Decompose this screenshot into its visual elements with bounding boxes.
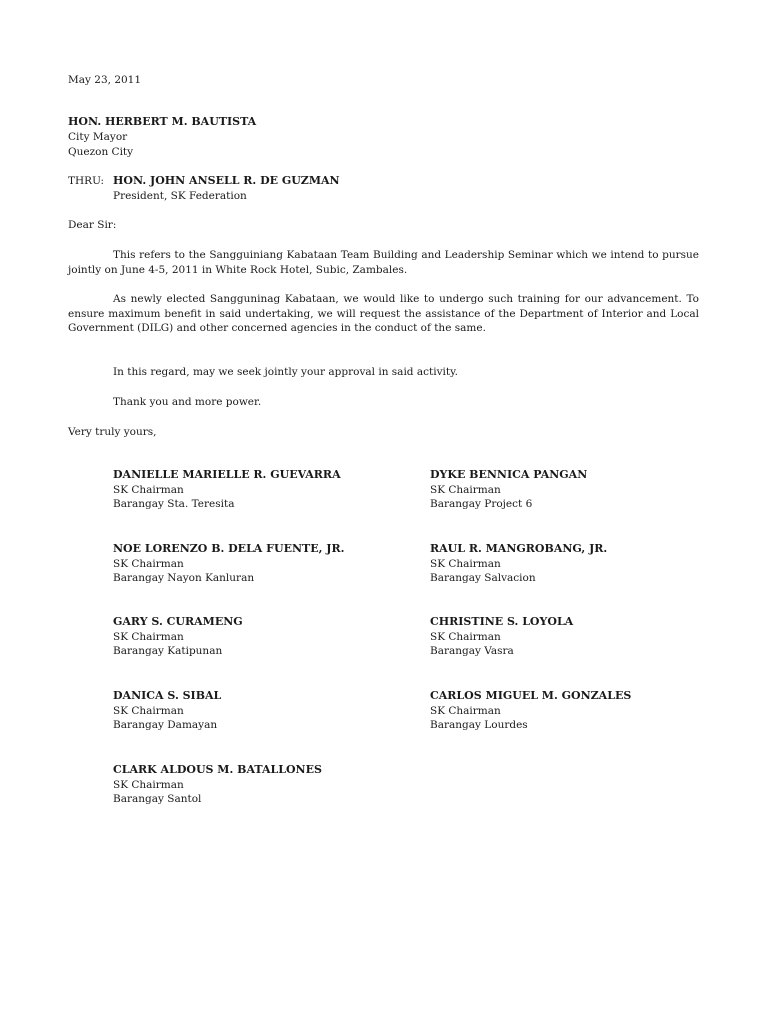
signatory-position: SK Chairman [113,630,184,643]
body-paragraph-2: As newly elected Sangguninag Kabataan, we would like to undergo such training for our advancement. To ensure maximum benefit in said undertaking, we will request the assistance of the Department of Interior and Local Government (DILG) and other concerned agencies in the conduct of the same. [68,293,699,335]
signatory-name: CLARK ALDOUS M. BATALLONES [113,763,322,776]
signatory-position: SK Chairman [113,483,184,496]
signatory-barangay: Barangay Project 6 [430,498,533,511]
closing: Very truly yours, [68,426,157,438]
signatory-position: SK Chairman [430,704,501,717]
signatory-block [430,615,730,659]
thru-title: President, SK Federation [113,190,247,202]
signatory-position: SK Chairman [430,483,501,496]
signatory-name: RAUL R. MANGROBANG, JR. [430,542,608,555]
signatory-name: DANICA S. SIBAL [113,689,222,702]
salutation: Dear Sir: [68,219,117,231]
signatory-barangay: Barangay Vasra [430,645,514,658]
signatory-position: SK Chairman [113,778,184,791]
addressee-place: Quezon City [68,146,134,158]
signatory-name: CARLOS MIGUEL M. GONZALES [430,689,632,702]
signatory-name: DYKE BENNICA PANGAN [430,468,588,481]
signatory-barangay: Barangay Lourdes [430,719,528,732]
signatory-name: GARY S. CURAMENG [113,615,243,628]
signatory-block [113,689,413,733]
signatory-name: NOE LORENZO B. DELA FUENTE, JR. [113,542,345,555]
body-paragraph-1: This refers to the Sangguiniang Kabataan Team Building and Leadership Seminar which we intend to pursue jointly on June 4-5, 2011 in White Rock Hotel, Subic, Zambales. [68,249,699,276]
signatory-block [113,468,413,512]
signatory-block [430,542,730,586]
signatory-position: SK Chairman [113,704,184,717]
signatory-block [113,763,413,807]
addressee-title: City Mayor [68,131,128,143]
signatory-barangay: Barangay Sta. Teresita [113,498,235,511]
signatory-position: SK Chairman [430,630,501,643]
signatory-name: CHRISTINE S. LOYOLA [430,615,574,628]
signatory-barangay: Barangay Damayan [113,719,218,732]
signatory-block [430,689,730,733]
signatory-position: SK Chairman [113,557,184,570]
signatory-name: DANIELLE MARIELLE R. GUEVARRA [113,468,341,481]
thru-name: HON. JOHN ANSELL R. DE GUZMAN [113,174,340,187]
body-paragraph-3: In this regard, may we seek jointly your approval in said activity. [113,366,458,378]
signatory-barangay: Barangay Katipunan [113,645,223,658]
signatory-block [430,468,730,512]
signatory-barangay: Barangay Santol [113,793,202,806]
signatory-barangay: Barangay Salvacion [430,572,536,585]
signatory-barangay: Barangay Nayon Kanluran [113,572,255,585]
letter-date: May 23, 2011 [68,74,142,86]
signatory-position: SK Chairman [430,557,501,570]
body-paragraph-4: Thank you and more power. [113,396,262,408]
thru-label: THRU: [68,175,105,187]
signatory-block [113,542,413,586]
signatory-block [113,615,413,659]
addressee-name: HON. HERBERT M. BAUTISTA [68,115,257,128]
